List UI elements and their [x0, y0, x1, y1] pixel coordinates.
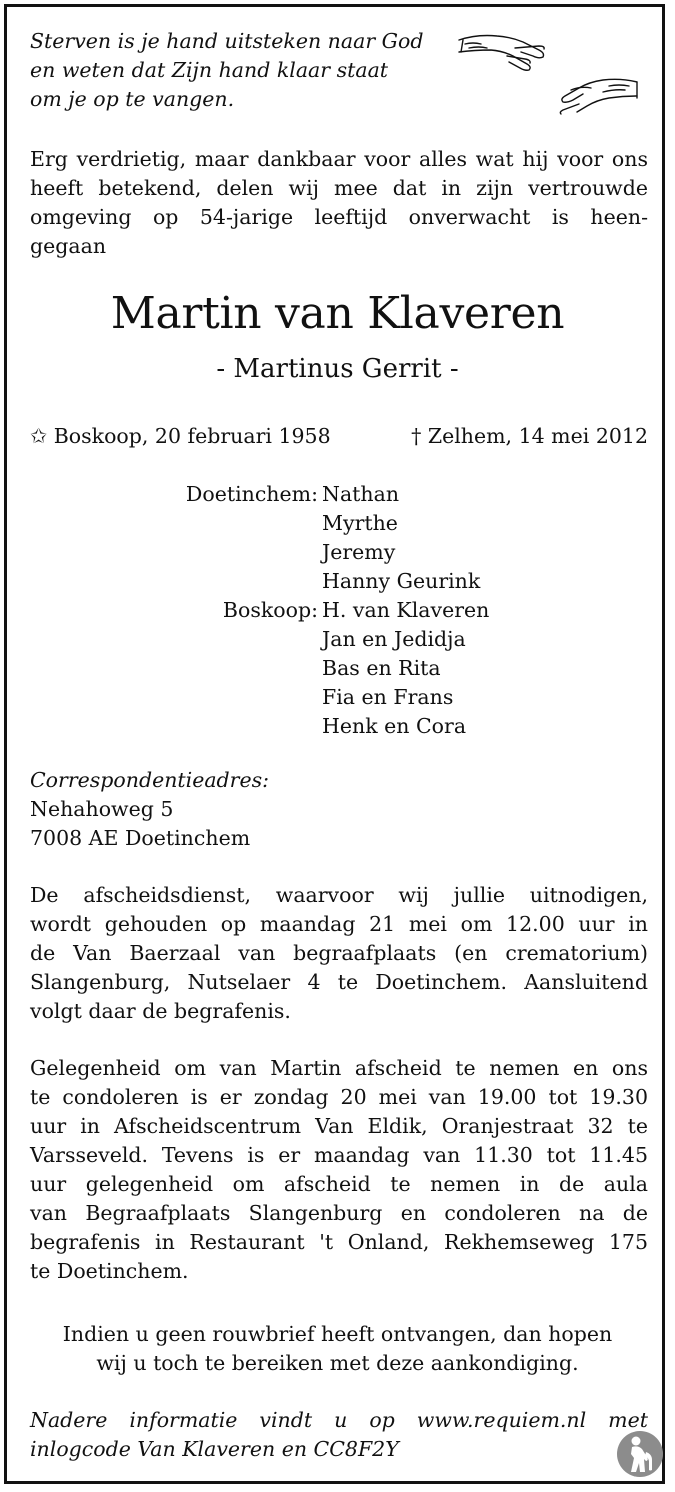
service-line: de Van Baerzaal van begraafplaats (en crematorium): [30, 941, 648, 965]
family-name: H. van Klaveren: [322, 598, 490, 622]
star-icon: ✩: [30, 424, 48, 448]
info-line-1: Nadere informatie vindt u op www.requiem.nl met: [30, 1408, 648, 1432]
info-line-2: inlogcode Van Klaveren en CC8F2Y: [30, 1437, 399, 1461]
birth-text: Boskoop, 20 februari 1958: [53, 424, 331, 448]
intro-line-1: Erg verdrietig, maar dankbaar voor alles wat hij voor ons: [30, 147, 648, 171]
correspondence-street: Nehahoweg 5: [30, 797, 174, 821]
condolence-line: uur gelegenheid om afscheid te nemen in de aula: [30, 1172, 648, 1196]
family-name: Nathan: [322, 482, 400, 506]
condolence-line: van Begraafplaats Slangenburg en condoleren na de: [30, 1201, 648, 1225]
poem-line-3: om je op te vangen.: [30, 87, 235, 111]
family-name: Fia en Frans: [322, 685, 454, 709]
intro-line-4: gegaan: [30, 234, 107, 258]
condolence-line: Varsseveld. Tevens is er maandag van 11.30 tot 11.45: [30, 1143, 648, 1167]
condolence-line: uur in Afscheidscentrum Van Eldik, Oranjestraat 32 te: [30, 1114, 648, 1138]
family-name: Myrthe: [322, 511, 398, 535]
condolence-line: te Doetinchem.: [30, 1259, 189, 1283]
death-line: † Zelhem, 14 mei 2012: [411, 424, 648, 448]
intro-line-3: omgeving op 54-jarige leeftijd onverwacht is heen-: [30, 205, 648, 229]
service-line: wordt gehouden op maandag 21 mei om 12.00 uur in: [30, 912, 648, 936]
deceased-given-names: - Martinus Gerrit -: [216, 354, 459, 384]
family-name: Henk en Cora: [322, 714, 467, 738]
reaching-hands-icon: [453, 26, 643, 118]
family-name: Bas en Rita: [322, 656, 441, 680]
service-line: Slangenburg, Nutselaer 4 te Doetinchem. Aansluitend: [30, 970, 648, 994]
service-line: De afscheidsdienst, waarvoor wij jullie uitnodigen,: [30, 883, 648, 907]
notice-line: Indien u geen rouwbrief heeft ontvangen, dan hopen: [62, 1322, 613, 1346]
correspondence-city: 7008 AE Doetinchem: [30, 826, 251, 850]
condolence-line: te condoleren is er zondag 20 mei van 19.00 tot 19.30: [30, 1085, 648, 1109]
deceased-name: Martin van Klaveren: [110, 288, 565, 339]
condolence-line: begrafenis in Restaurant 't Onland, Rekhemseweg 175: [30, 1230, 648, 1254]
service-line: volgt daar de begrafenis.: [30, 999, 291, 1023]
requiem-figure-icon: [616, 1430, 664, 1478]
birth-line: [30, 422, 331, 451]
family-name: Jeremy: [322, 540, 396, 564]
family-place-1: Doetinchem:: [185, 482, 318, 506]
notice-line: wij u toch te bereiken met deze aankondiging.: [96, 1351, 579, 1375]
intro-line-2: heeft betekend, delen wij mee dat in zijn vertrouwde: [30, 176, 648, 200]
correspondence-label: Correspondentieadres:: [30, 768, 270, 792]
family-name: Hanny Geurink: [322, 569, 481, 593]
family-place-2: Boskoop:: [222, 598, 318, 622]
poem-line-2: en weten dat Zijn hand klaar staat: [30, 58, 389, 82]
poem-line-1: Sterven is je hand uitsteken naar God: [30, 29, 424, 53]
condolence-line: Gelegenheid om van Martin afscheid te nemen en ons: [30, 1056, 648, 1080]
family-name: Jan en Jedidja: [322, 627, 466, 651]
